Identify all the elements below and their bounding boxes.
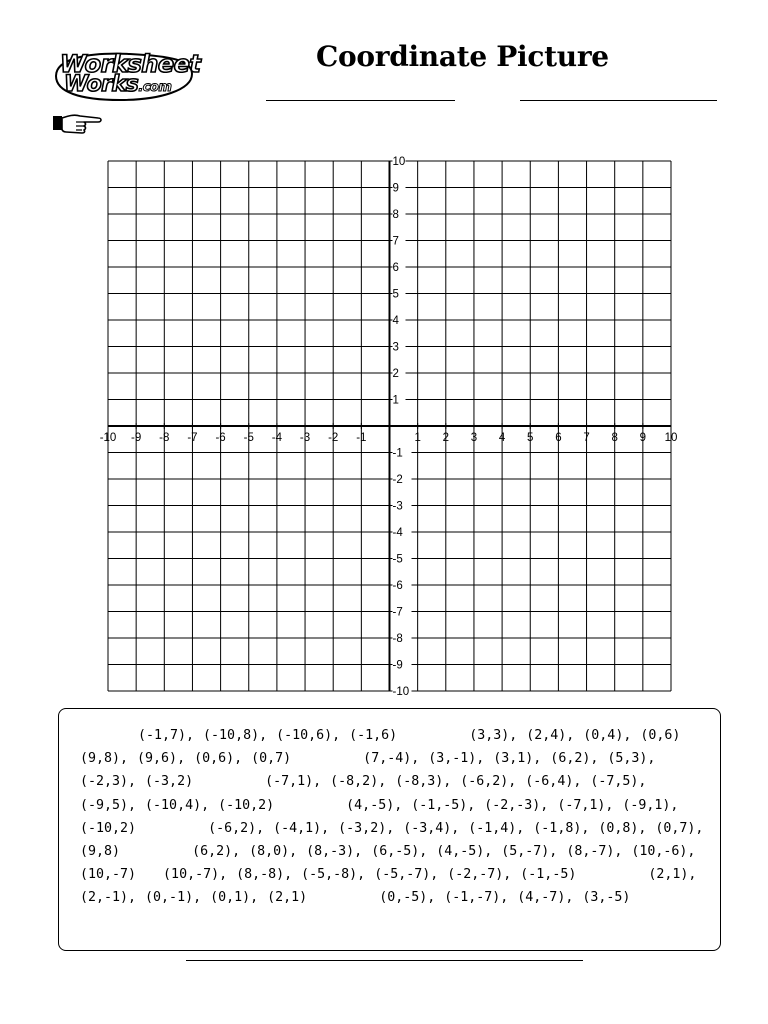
y-tick-label: -10 — [392, 686, 410, 698]
y-tick-label: -8 — [392, 633, 403, 645]
x-tick-label: -1 — [356, 432, 367, 444]
y-tick-label: -9 — [392, 659, 403, 672]
x-tick-label: -6 — [215, 432, 226, 444]
x-tick-label: -7 — [187, 432, 198, 444]
x-tick-label: 8 — [611, 432, 618, 444]
x-tick-label: 10 — [664, 432, 678, 444]
y-tick-label: -4 — [392, 527, 403, 539]
logo-line-2-text: Works — [64, 72, 139, 97]
y-tick-label: 4 — [392, 315, 399, 327]
y-tick-label: 3 — [392, 341, 399, 354]
y-tick-label: -5 — [392, 553, 403, 566]
y-tick-label: 8 — [392, 209, 399, 221]
y-tick-label: 7 — [392, 235, 399, 248]
x-tick-label: 9 — [639, 432, 647, 444]
logo-suffix: .com — [138, 80, 172, 95]
x-tick-label: -9 — [131, 432, 142, 444]
y-tick-label: 1 — [392, 394, 399, 407]
x-tick-label: -4 — [271, 432, 283, 444]
x-tick-label: 1 — [414, 432, 421, 444]
x-tick-label: -2 — [328, 432, 339, 444]
y-tick-label: 6 — [392, 262, 399, 274]
y-tick-label: -2 — [392, 474, 403, 486]
x-tick-label: 5 — [527, 432, 534, 444]
y-tick-label: 5 — [392, 288, 399, 301]
x-tick-label: 3 — [470, 432, 478, 444]
page-title: Coordinate Picture — [316, 40, 609, 73]
y-tick-label: -7 — [392, 606, 403, 619]
logo-line-1: Worksheet — [60, 50, 201, 78]
x-tick-label: 2 — [442, 432, 450, 444]
x-tick-label: -3 — [299, 432, 311, 444]
x-tick-label: -10 — [99, 432, 117, 444]
bottom-rule — [186, 960, 583, 961]
y-tick-label: -1 — [392, 447, 403, 460]
y-tick-label: -6 — [392, 580, 403, 592]
y-tick-label: 2 — [392, 368, 399, 380]
x-tick-label: 7 — [583, 432, 590, 444]
coordinates-list: (-1,7), (-10,8), (-10,6), (-1,6) (3,3), (2,4), (0,4), (0,6) (9,8), (9,6), (0,6), (0,7) (7,-4), (3,-1), (3,1), (6,2), (5,3), (-2,3), (-3,2) (-7,1), (-8,2), (-8,3), (-6,2), (-6,4), (-7,5), (-9,5), (-10,4), (-10,2) (4,-5), (-1,-5), (-2,-3), (-7,1), (-9,1), (-10,2) (-6,2), (-4,1), (-3,2), (-3,4), (-1,4), (-1,8), (0,8), (0,7), (9,8) (6,2), (8,0), (8,-3), (6,-5), (4,-5), (5,-7), (8,-7), (10,-6), (10,-7) (10,-7), (8,-8), (-5,-8), (-5,-7), (-2,-7), (-1,-5) (2,1), (2,-1), (0,-1), (0,1), (2,1) (0,-5), (-1,-7), (4,-7), (3,-5) — [80, 728, 753, 906]
x-tick-label: 4 — [498, 432, 506, 444]
y-tick-label: -3 — [392, 500, 403, 513]
x-tick-label: 6 — [555, 432, 562, 444]
x-tick-label: -8 — [159, 432, 170, 444]
y-tick-label: 10 — [392, 156, 406, 168]
y-tick-label: 9 — [392, 182, 399, 195]
x-tick-label: -5 — [243, 432, 254, 444]
